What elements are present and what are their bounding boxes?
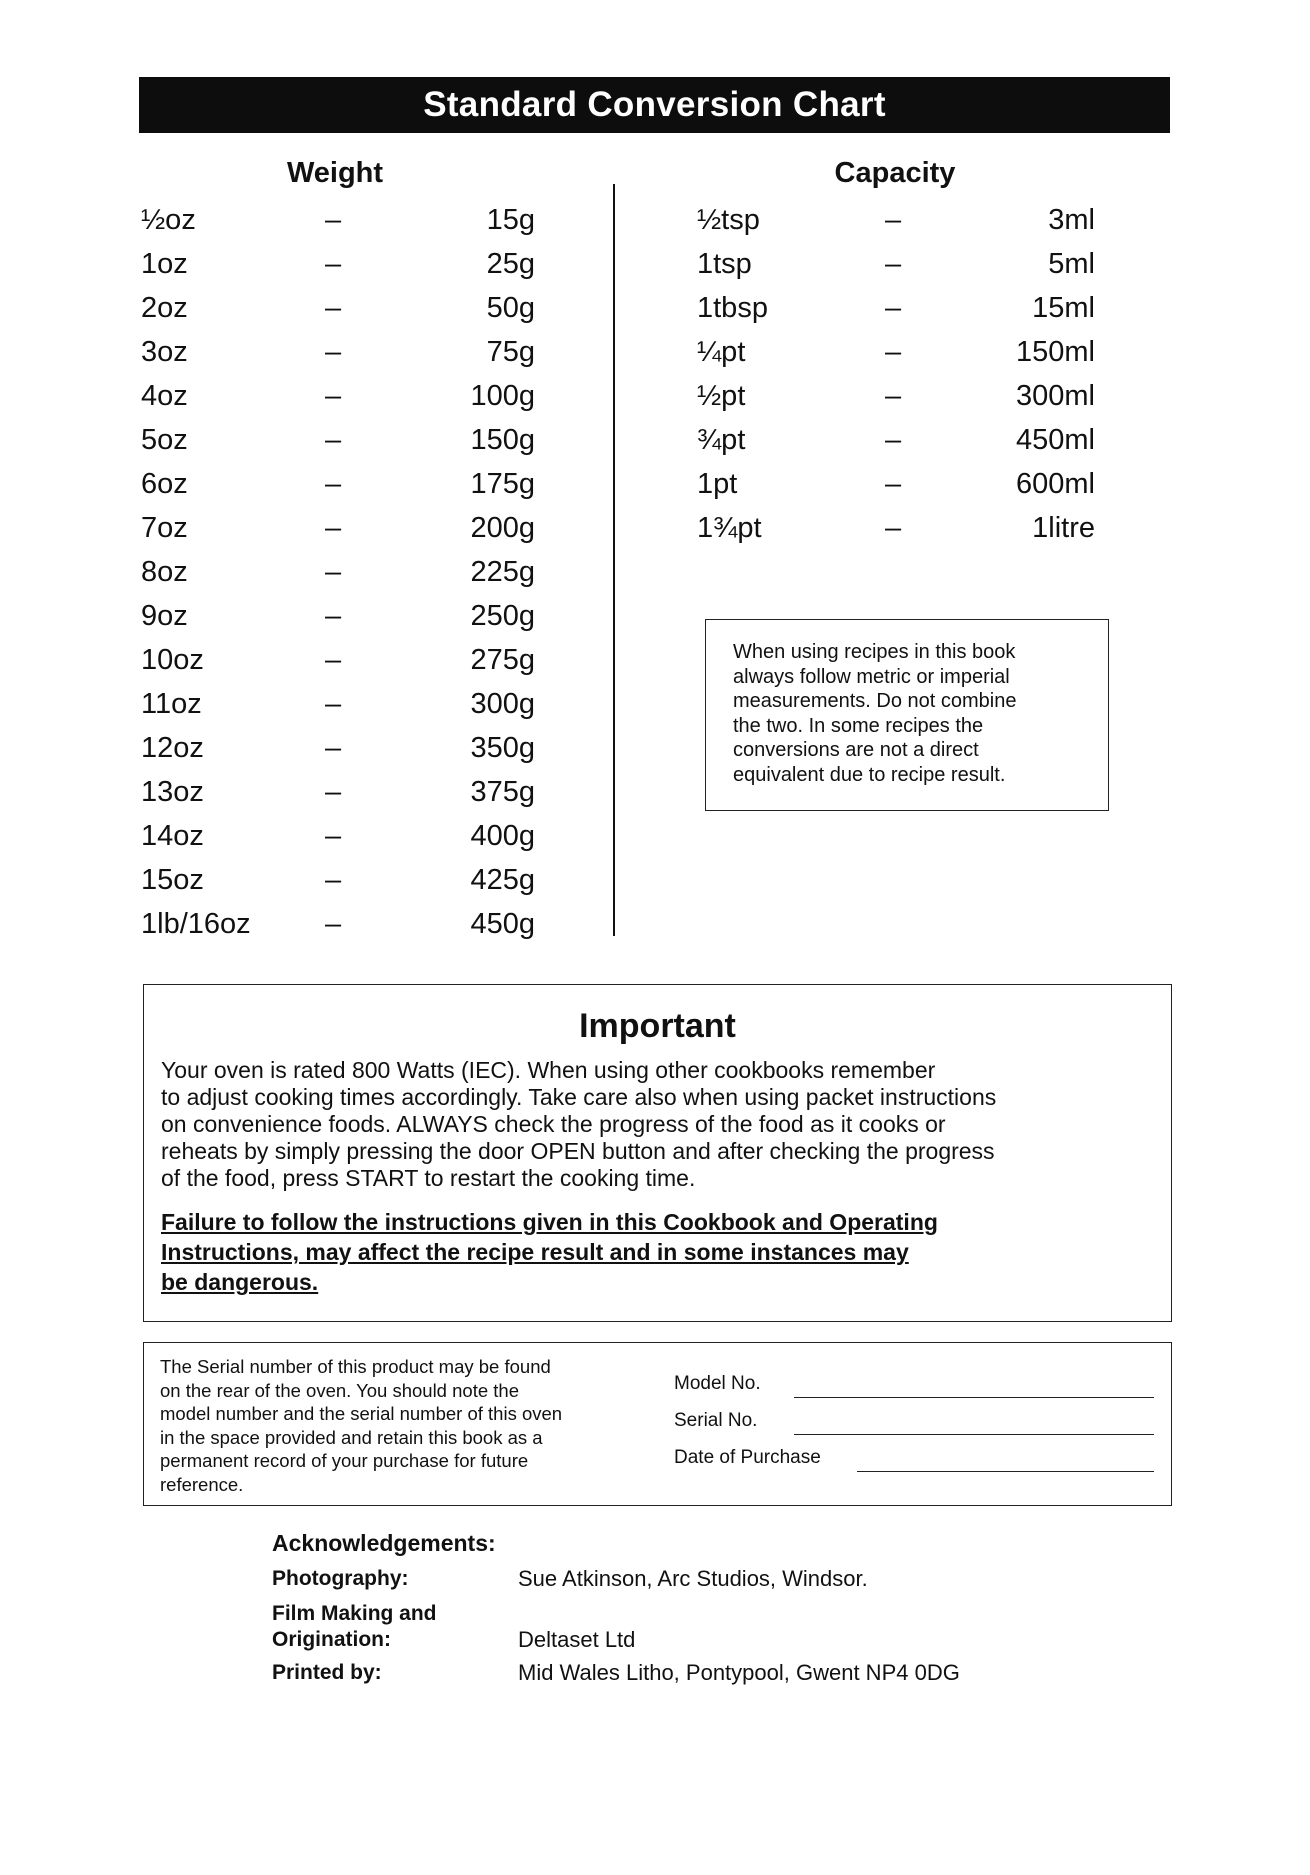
note-line: the two. In some recipes the <box>733 714 984 737</box>
imperial-value: 14oz <box>141 820 204 852</box>
warning-line: Instructions, may affect the recipe result and in some instances may <box>161 1239 909 1265</box>
weight-row <box>139 198 549 242</box>
weight-row <box>139 550 549 594</box>
note-line: When using recipes in this book <box>733 641 1016 663</box>
metric-value: 150g <box>470 424 535 456</box>
dash-separator: – <box>885 512 902 544</box>
weight-row <box>139 462 549 506</box>
metric-value: 400g <box>470 820 535 852</box>
imperial-value: 2oz <box>141 292 188 324</box>
printed-by-label: Printed by: <box>272 1661 382 1684</box>
capacity-row <box>695 374 1095 418</box>
serial-text-line: in the space provided and retain this book as a <box>160 1426 543 1448</box>
photography-value: Sue Atkinson, Arc Studios, Windsor. <box>518 1566 868 1591</box>
imperial-value: 13oz <box>141 776 204 808</box>
dash-separator: – <box>325 336 342 368</box>
dash-separator: – <box>325 820 342 852</box>
metric-value: 600ml <box>1016 468 1095 500</box>
imperial-value: 4oz <box>141 380 188 412</box>
metric-value: 275g <box>470 644 535 676</box>
photography-label: Photography: <box>272 1567 409 1590</box>
metric-value: 1litre <box>1032 512 1095 544</box>
weight-row <box>139 682 549 726</box>
weight-row <box>139 638 549 682</box>
weight-heading: Weight <box>286 157 384 189</box>
capacity-row <box>695 242 1095 286</box>
capacity-row <box>695 330 1095 374</box>
important-body-line: reheats by simply pressing the door OPEN button and after checking the progress <box>161 1138 995 1164</box>
film-label-line-1: Film Making and <box>272 1602 437 1625</box>
imperial-value: ½oz <box>141 204 196 236</box>
weight-row <box>139 286 549 330</box>
weight-row <box>139 330 549 374</box>
serial-number-box <box>143 1342 1172 1506</box>
imperial-value: 15oz <box>141 864 204 896</box>
weight-row <box>139 814 549 858</box>
metric-value: 200g <box>470 512 535 544</box>
metric-value: 225g <box>470 556 535 588</box>
weight-row <box>139 506 549 550</box>
important-box <box>143 984 1172 1322</box>
weight-row <box>139 374 549 418</box>
important-body <box>161 1057 1161 1192</box>
imperial-value: 3oz <box>141 336 188 368</box>
model-number-line <box>794 1397 1154 1398</box>
dash-separator: – <box>325 732 342 764</box>
metric-value: 450g <box>470 908 535 940</box>
dash-separator: – <box>325 468 342 500</box>
printed-by-value: Mid Wales Litho, Pontypool, Gwent NP4 0DG <box>518 1660 960 1685</box>
film-value: Deltaset Ltd <box>518 1627 636 1652</box>
serial-text-line: reference. <box>160 1473 244 1495</box>
date-of-purchase-field <box>674 1447 1154 1477</box>
note-line: always follow metric or imperial <box>733 665 1010 688</box>
weight-row <box>139 902 549 946</box>
dash-separator: – <box>885 468 902 500</box>
dash-separator: – <box>885 336 902 368</box>
weight-row <box>139 594 549 638</box>
dash-separator: – <box>325 248 342 280</box>
serial-number-line <box>794 1434 1154 1435</box>
dash-separator: – <box>325 600 342 632</box>
metric-value: 150ml <box>1016 336 1095 368</box>
weight-row <box>139 418 549 462</box>
dash-separator: – <box>885 380 902 412</box>
important-body-line: on convenience foods. ALWAYS check the progress of the food as it cooks or <box>161 1111 946 1137</box>
serial-text-line: permanent record of your purchase for future <box>160 1450 529 1471</box>
dash-separator: – <box>325 424 342 456</box>
important-body-line: of the food, press START to restart the cooking time. <box>161 1165 696 1191</box>
dash-separator: – <box>325 864 342 896</box>
dash-separator: – <box>325 292 342 324</box>
chart-title: Standard Conversion Chart <box>139 77 1170 133</box>
imperial-value: 12oz <box>141 732 204 764</box>
measurement-note-box <box>705 619 1109 811</box>
dash-separator: – <box>885 424 902 456</box>
imperial-value: 5oz <box>141 424 188 456</box>
dash-separator: – <box>325 512 342 544</box>
metric-value: 425g <box>470 864 535 896</box>
dash-separator: – <box>325 380 342 412</box>
serial-text-line: on the rear of the oven. You should note the <box>160 1379 519 1401</box>
dash-separator: – <box>885 204 902 236</box>
imperial-value: ¼pt <box>697 336 746 368</box>
imperial-value: ¾pt <box>697 424 746 456</box>
weight-row <box>139 770 549 814</box>
date-of-purchase-label: Date of Purchase <box>674 1447 821 1468</box>
model-number-field <box>674 1373 1154 1403</box>
capacity-row <box>695 286 1095 330</box>
dash-separator: – <box>885 292 902 324</box>
metric-value: 350g <box>470 732 535 764</box>
imperial-value: 7oz <box>141 512 188 544</box>
imperial-value: 1tbsp <box>697 292 768 324</box>
metric-value: 3ml <box>1048 204 1095 236</box>
column-divider <box>613 184 615 936</box>
note-line: equivalent due to recipe result. <box>733 763 1006 786</box>
film-label-line-2: Origination: <box>272 1628 391 1651</box>
serial-number-field <box>674 1410 1154 1440</box>
capacity-row <box>695 506 1095 550</box>
weight-row <box>139 242 549 286</box>
weight-row <box>139 726 549 770</box>
imperial-value: 10oz <box>141 644 204 676</box>
imperial-value: 1¾pt <box>697 512 762 544</box>
capacity-row <box>695 198 1095 242</box>
important-body-line: Your oven is rated 800 Watts (IEC). When using other cookbooks remember <box>161 1057 936 1083</box>
metric-value: 300g <box>470 688 535 720</box>
dash-separator: – <box>325 688 342 720</box>
imperial-value: 1pt <box>697 468 738 500</box>
metric-value: 15g <box>486 204 535 236</box>
capacity-row <box>695 462 1095 506</box>
metric-value: 50g <box>486 292 535 324</box>
weight-row <box>139 858 549 902</box>
metric-value: 450ml <box>1016 424 1095 456</box>
imperial-value: 6oz <box>141 468 188 500</box>
note-line: conversions are not a direct <box>733 739 979 761</box>
serial-text-line: model number and the serial number of this oven <box>160 1403 563 1424</box>
metric-value: 375g <box>470 776 535 808</box>
imperial-value: 1oz <box>141 248 188 280</box>
date-of-purchase-line <box>857 1471 1154 1472</box>
imperial-value: 9oz <box>141 600 188 632</box>
dash-separator: – <box>325 644 342 676</box>
metric-value: 5ml <box>1048 248 1095 280</box>
imperial-value: 8oz <box>141 556 188 588</box>
model-number-label: Model No. <box>674 1373 761 1394</box>
dash-separator: – <box>885 248 902 280</box>
metric-value: 300ml <box>1016 380 1095 412</box>
warning-line: be dangerous. <box>161 1269 319 1295</box>
serial-text-line: The Serial number of this product may be found <box>160 1356 551 1377</box>
metric-value: 75g <box>486 336 535 368</box>
note-line: measurements. Do not combine <box>733 690 1017 712</box>
dash-separator: – <box>325 776 342 808</box>
important-title: Important <box>579 1007 736 1045</box>
metric-value: 100g <box>470 380 535 412</box>
acknowledgements-heading: Acknowledgements: <box>272 1530 496 1556</box>
imperial-value: ½pt <box>697 380 746 412</box>
capacity-row <box>695 418 1095 462</box>
imperial-value: 1tsp <box>697 248 752 280</box>
important-body-line: to adjust cooking times accordingly. Take care also when using packet instructions <box>161 1084 997 1110</box>
dash-separator: – <box>325 556 342 588</box>
dash-separator: – <box>325 204 342 236</box>
capacity-heading: Capacity <box>834 157 956 189</box>
imperial-value: 1lb/16oz <box>141 908 251 940</box>
important-warning <box>161 1207 1161 1297</box>
serial-instructions <box>160 1355 645 1496</box>
imperial-value: 11oz <box>141 688 202 720</box>
metric-value: 15ml <box>1032 292 1095 324</box>
serial-number-label: Serial No. <box>674 1410 758 1431</box>
imperial-value: ½tsp <box>697 204 760 236</box>
metric-value: 25g <box>486 248 535 280</box>
dash-separator: – <box>325 908 342 940</box>
metric-value: 175g <box>470 468 535 500</box>
metric-value: 250g <box>470 600 535 632</box>
warning-line: Failure to follow the instructions given in this Cookbook and Operating <box>161 1209 938 1235</box>
